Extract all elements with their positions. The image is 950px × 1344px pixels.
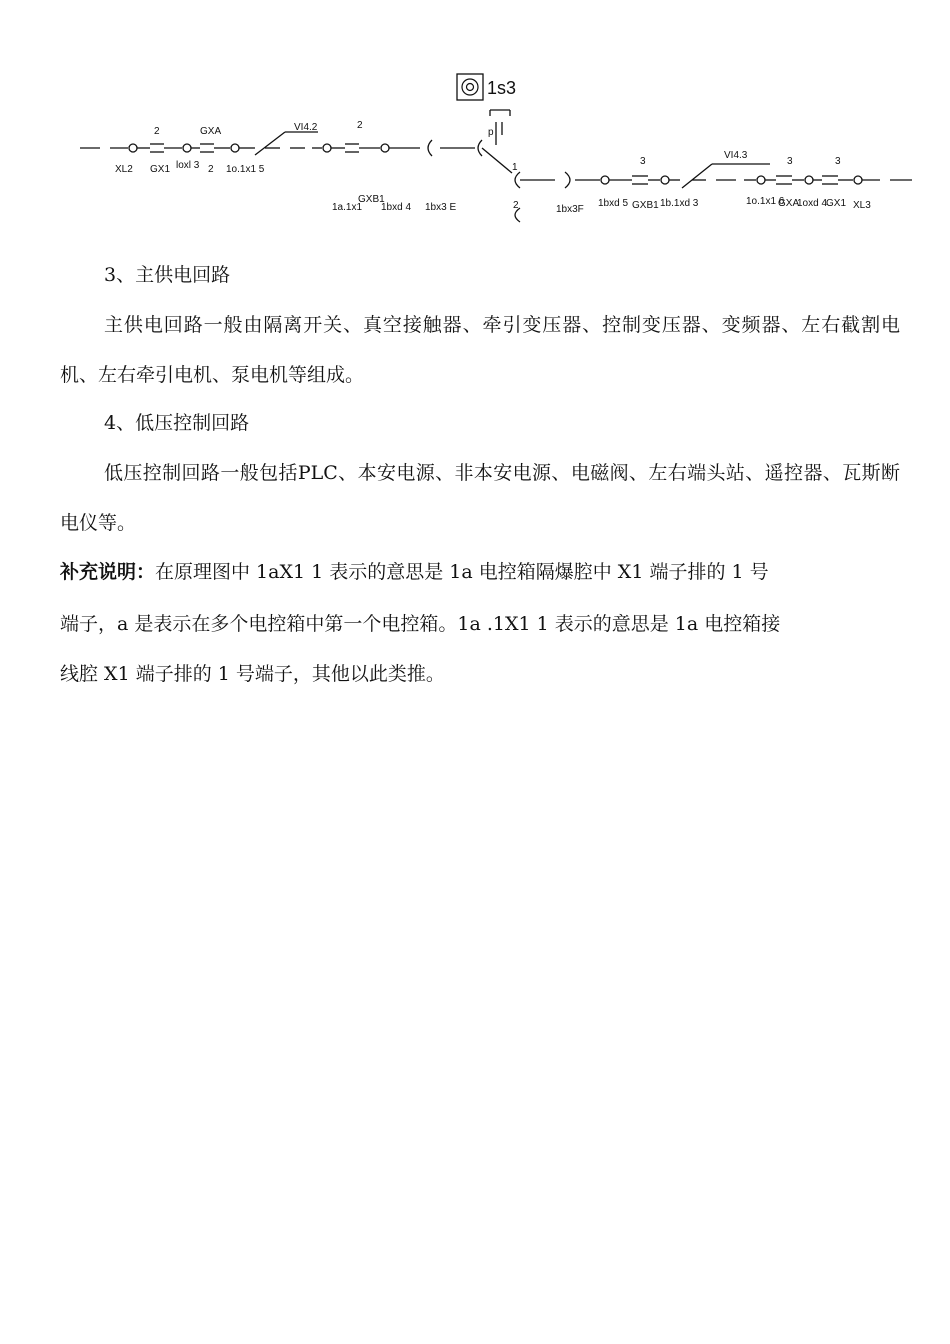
label-n2b: 2	[357, 120, 363, 131]
label-1bx3f: 1bx3F	[556, 204, 584, 215]
note-line-3: 线腔 X1 端子排的 1 号端子，其他以此类推。	[60, 663, 445, 685]
label-1bxd3: 1b.1xd 3	[660, 198, 699, 209]
label-1oxd4: 1oxd 4	[797, 198, 828, 209]
note-line-1-text: 在原理图中 1aX1 1 表示的意思是 1a 电控箱隔爆腔中 X1 端子排的 1 号	[155, 561, 769, 583]
label-1a1x1: 1a.1x1	[332, 202, 363, 213]
section-3-body: 主供电回路一般由隔离开关、真空接触器、牵引变压器、控制变压器、变频器、左右截割电机、左右牵引电机、泵电机等组成。	[60, 314, 900, 386]
label-gxa-top: GXA	[200, 126, 222, 137]
label-n3b: 3	[787, 156, 793, 167]
section-3-heading: 3、主供电回路	[104, 264, 231, 286]
label-lox15: 1o.1x1 5	[226, 164, 265, 175]
section-4-heading: 4、低压控制回路	[104, 412, 250, 434]
label-n3c: 3	[835, 156, 841, 167]
label-gx1: GX1	[150, 164, 171, 175]
label-n3a: 3	[640, 156, 646, 167]
note-line-2: 端子，a 是表示在多个电控箱中第一个电控箱。1a .1X1 1 表示的意思是 1a 电控箱接	[60, 613, 781, 635]
label-xl2: XL2	[115, 164, 133, 175]
label-switch-1: 1	[512, 162, 518, 173]
switch-box	[457, 74, 516, 100]
section-4-body: 低压控制回路一般包括PLC、本安电源、非本安电源、电磁阀、左右端头站、遥控器、瓦斯断电仪等。	[60, 462, 900, 534]
label-gxb1-b: GXB1	[632, 200, 659, 211]
label-gxb1: GXB1	[358, 194, 385, 205]
label-loxl3: loxl 3	[176, 160, 200, 171]
note-line-1	[60, 546, 900, 598]
label-1bxd5: 1bxd 5	[598, 198, 629, 209]
label-n2a: 2	[154, 126, 160, 137]
label-gxa-2: GXA	[778, 198, 800, 209]
label-xl3: XL3	[853, 200, 871, 211]
switch-box-label: 1s3	[487, 78, 517, 98]
label-n2c: 2	[208, 164, 214, 175]
label-switch-2: 2	[513, 200, 519, 211]
wiring-diagram	[0, 60, 950, 235]
note-label: 补充说明：	[60, 561, 156, 583]
label-1ox16: 1o.1x1 6	[746, 196, 785, 207]
label-vi42: VI4.2	[294, 122, 318, 133]
label-gx1-b: GX1	[826, 198, 847, 209]
label-1bx3e: 1bx3 E	[425, 202, 457, 213]
p-label: p	[488, 127, 494, 138]
label-1bxd4: 1bxd 4	[381, 202, 412, 213]
label-vi43: VI4.3	[724, 150, 748, 161]
